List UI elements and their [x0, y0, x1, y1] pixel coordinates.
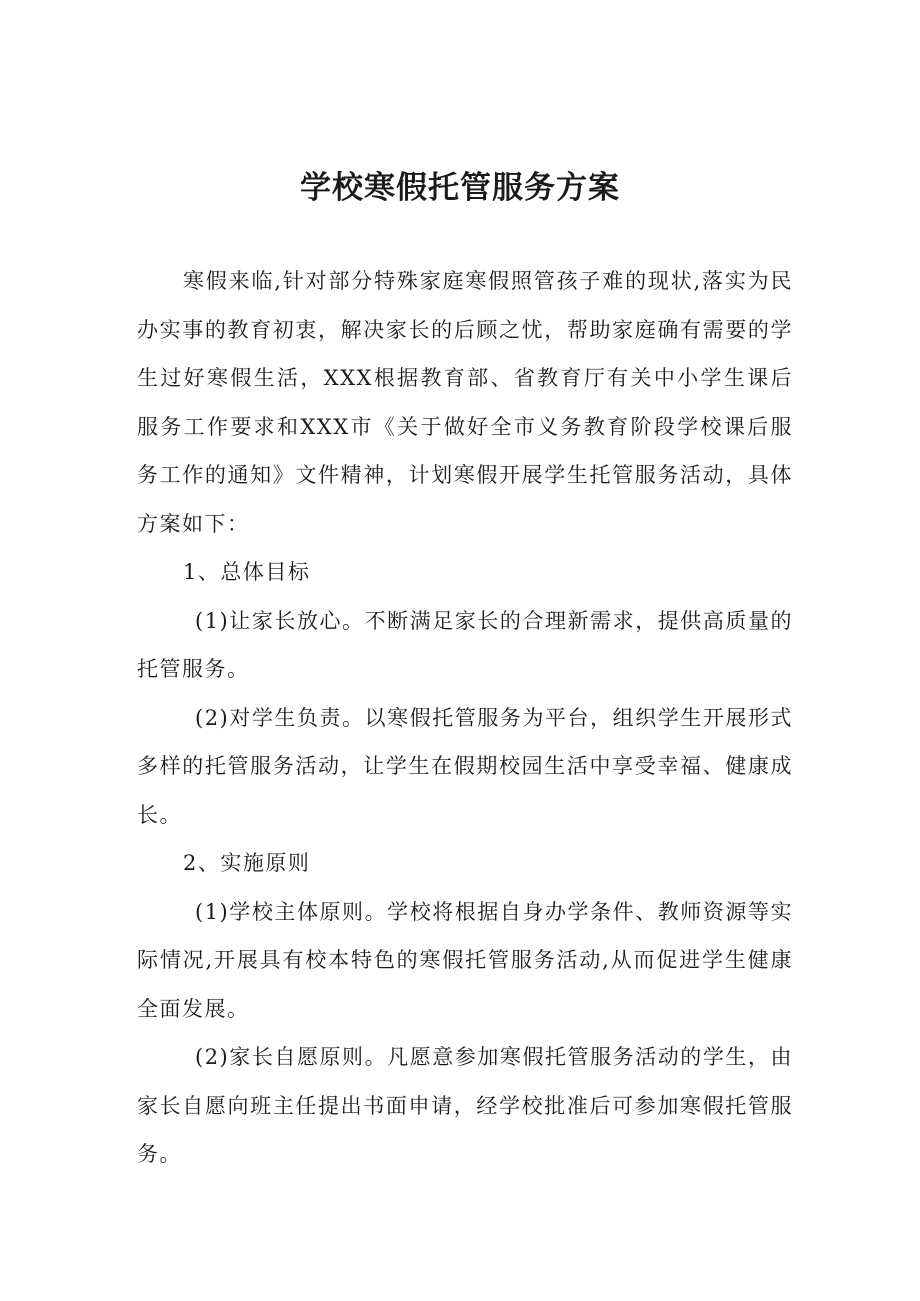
goal-item-students: (2)对学生负责。以寒假托管服务为平台，组织学生开展形式多样的托管服务活动，让学生在假期校园生活中享受幸福、健康成长。: [137, 705, 793, 827]
goal-item-parents: (1)让家长放心。不断满足家长的合理新需求，提供高质量的托管服务。: [137, 608, 793, 681]
section-heading-overall-goals: 1、总体目标: [183, 560, 311, 584]
intro-paragraph: 寒假来临,针对部分特殊家庭寒假照管孩子难的现状,落实为民办实事的教育初衷，解决家长的后顾之忧，帮助家庭确有需要的学生过好寒假生活，XXX根据教育部、省教育厅有关中小学生课后服务工作要求和XXX市《关于做好全市义务教育阶段学校课后服务工作的通知》文件精神，计划寒假开展学生托管服务活动，具体方案如下：: [137, 269, 793, 536]
document-title: 学校寒假托管服务方案: [300, 170, 620, 206]
document-body: [137, 257, 793, 1179]
principle-item-school: (1)学校主体原则。学校将根据自身办学条件、教师资源等实际情况,开展具有校本特色的寒假托管服务活动,从而促进学生健康全面发展。: [137, 899, 793, 1021]
principle-item-voluntary: (2)家长自愿原则。凡愿意参加寒假托管服务活动的学生，由家长自愿向班主任提出书面申请，经学校批准后可参加寒假托管服务。: [137, 1045, 793, 1166]
section-heading-principles: 2、实施原则: [183, 851, 311, 875]
